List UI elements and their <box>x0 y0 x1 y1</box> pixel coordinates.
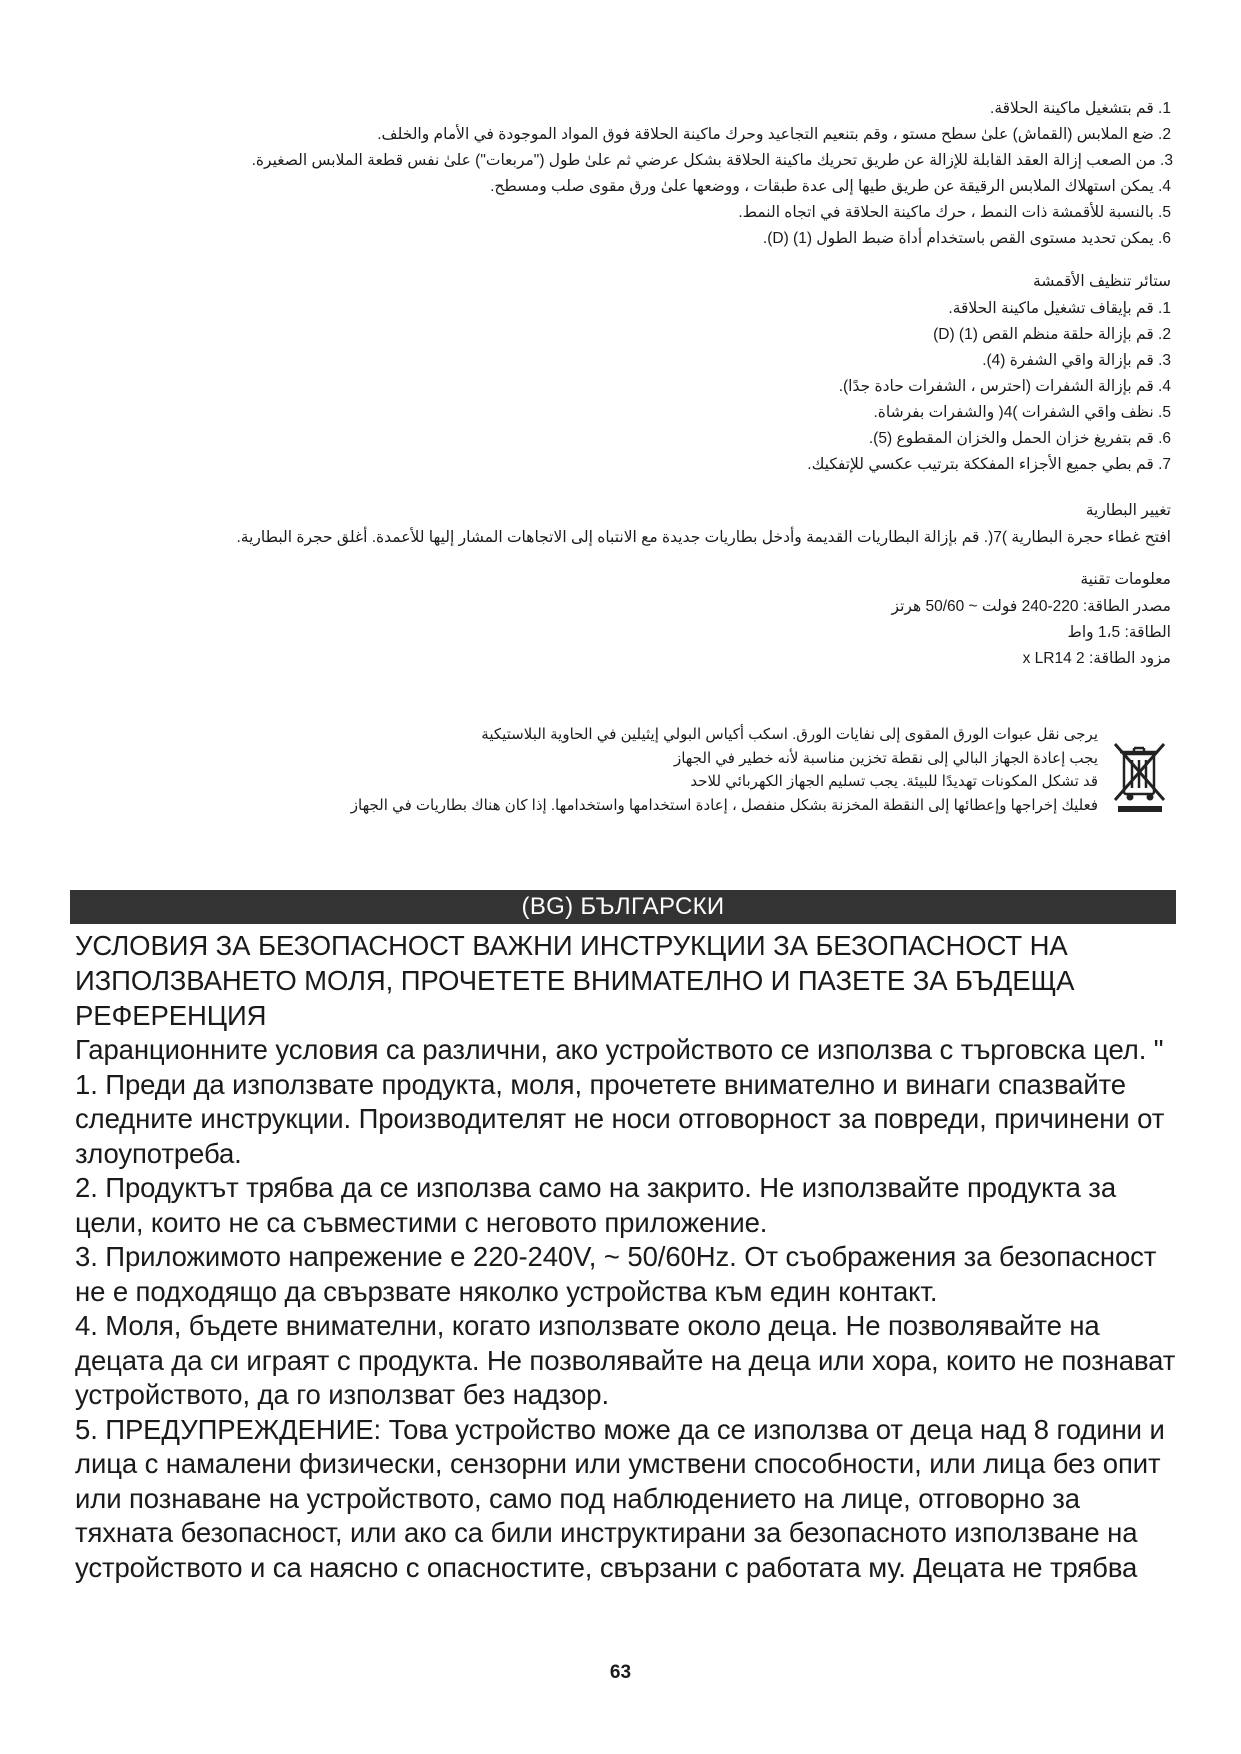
usage-step: 1. قم بتشغيل ماكينة الحلاقة. <box>990 100 1171 117</box>
arabic-battery-section <box>51 497 1171 551</box>
cleaning-step: 1. قم بإيقاف تشغيل ماكينة الحلاقة. <box>948 300 1171 317</box>
safety-paragraph: 2. Продуктът трябва да се използва само на закрито. Не използвайте продукта за цели, които не са съвместими с неговото приложение. <box>75 1172 1117 1238</box>
disposal-line: يجب إعادة الجهاز البالي إلى نقطة تخزين مناسبة لأنه خطير في الجهاز <box>673 749 1098 767</box>
battery-title: تغيير البطارية <box>1085 502 1171 519</box>
tech-title: معلومات تقنية <box>1080 571 1171 588</box>
crossed-out-wheelie-bin-icon <box>1112 740 1168 814</box>
safety-title: УСЛОВИЯ ЗА БЕЗОПАСНОСТ ВАЖНИ ИНСТРУКЦИИ ЗА БЕЗОПАСНОСТ НА ИЗПОЛЗВАНЕТО МОЛЯ, ПРОЧЕТЕТЕ ВНИМАТЕЛНО И ПАЗЕТЕ ЗА БЪДЕЩА РЕФЕРЕНЦИЯ <box>75 930 1075 1031</box>
usage-step: 2. ضع الملابس (القماش) علىٰ سطح مستو ، وقم بتنعيم التجاعيد وحرك ماكينة الحلاقة فوق المواد الموجودة في الأمام والخلف. <box>377 126 1171 143</box>
tech-line: الطاقة: 1،5 واط <box>1067 624 1171 641</box>
usage-step: 4. يمكن استهلاك الملابس الرقيقة عن طريق طيها إلى عدة طبقات ، ووضعها علىٰ ورق مقوى صلب ومسطح. <box>490 178 1171 195</box>
cleaning-title: ستائر تنظيف الأقمشة <box>1033 273 1171 290</box>
safety-paragraph: 3. Приложимото напрежение е 220-240V, ~ 50/60Hz. От съображения за безопасност не е подходящо да свързвате няколко устройства към един контакт. <box>75 1241 1157 1307</box>
battery-text: افتح غطاء حجرة البطارية )7(. قم بإزالة البطاريات القديمة وأدخل بطاريات جديدة مع الانتباه إلى الاتجاهات المشار إليها للأعمدة. أغلق حجرة البطارية. <box>236 529 1171 546</box>
tech-line: مصدر الطاقة: 220-240 فولت ~ 50/60 هرتز <box>891 598 1171 615</box>
usage-step: 6. يمكن تحديد مستوى القص باستخدام أداة ضبط الطول (1) (D). <box>762 230 1171 247</box>
arabic-usage-steps <box>61 96 1171 252</box>
usage-step: 3. من الصعب إزالة العقد القابلة للإزالة عن طريق تحريك ماكينة الحلاقة بشكل عرضي ثم علىٰ طول ("مربعات") علىٰ نفس قطعة الملابس الصغيرة. <box>251 152 1173 169</box>
bulgarian-safety-text <box>75 928 1185 1585</box>
cleaning-step: 3. قم بإزالة واقي الشفرة (4). <box>982 352 1171 369</box>
safety-paragraph: Гаранционните условия са различни, ако устройството се използва с търговска цел. " <box>75 1034 1164 1065</box>
cleaning-step: 4. قم بإزالة الشفرات (احترس ، الشفرات حادة جدًا). <box>838 378 1171 395</box>
arabic-cleaning-section <box>171 268 1171 478</box>
disposal-line: قد تشكل المكونات تهديدًا للبيئة. يجب تسليم الجهاز الكهربائي للاحد <box>690 773 1098 790</box>
cleaning-step: 5. نظف واقي الشفرات )4( والشفرات بفرشاة. <box>873 404 1171 421</box>
usage-step: 5. بالنسبة للأقمشة ذات النمط ، حرك ماكينة الحلاقة في اتجاه النمط. <box>738 204 1171 221</box>
page-number: 63 <box>609 1662 632 1683</box>
safety-paragraph: 5. ПРЕДУПРЕЖДЕНИЕ: Това устройство може да се използва от деца над 8 години и лица с намалени физически, сензорни или умствени способности, или лица без опит или познаване на устройството, само под наблюдението на лице, отговорно за тяхната безопасност, или ако са били инструктирани за безопасното използване на устройството и са наясно с опасностите, свързани с работата му. Децата не трябва <box>75 1413 1165 1583</box>
disposal-line: فعليك إخراجها وإعطائها إلى النقطة المخزنة بشكل منفصل ، إعادة استخدامها واستخدامها. إذا كان هناك بطاريات في الجهاز <box>350 796 1098 814</box>
cleaning-step: 7. قم بطي جميع الأجزاء المفككة بترتيب عكسي للإتفكيك. <box>807 456 1171 473</box>
language-section-banner: (BG) БЪЛГАРСКИ <box>70 890 1176 924</box>
cleaning-step: 2. قم بإزالة حلقة منظم القص (1) (D) <box>933 326 1171 343</box>
disposal-line: يرجى نقل عبوات الورق المقوى إلى نفايات الورق. اسكب أكياس البولي إيثيلين في الحاوية البلاستيكية <box>481 726 1098 743</box>
arabic-tech-info <box>571 566 1171 672</box>
cleaning-step: 6. قم بتفريغ خزان الحمل والخزان المقطوع (5). <box>868 430 1171 447</box>
tech-line: مزود الطاقة: 2 x LR14 <box>1022 650 1171 667</box>
safety-paragraph: 4. Моля, бъдете внимателни, когато използвате около деца. Не позволявайте на децата да си играят с продукта. Не позволявайте на деца или хора, които не познават устройството, да го използват без надзор. <box>75 1310 1176 1410</box>
arabic-disposal-notice <box>38 723 1098 817</box>
safety-paragraph: 1. Преди да използвате продукта, моля, прочетете внимателно и винаги спазвайте следните инструкции. Производителят не носи отговорност за повреди, причинени от злоупотреба. <box>75 1068 1165 1169</box>
